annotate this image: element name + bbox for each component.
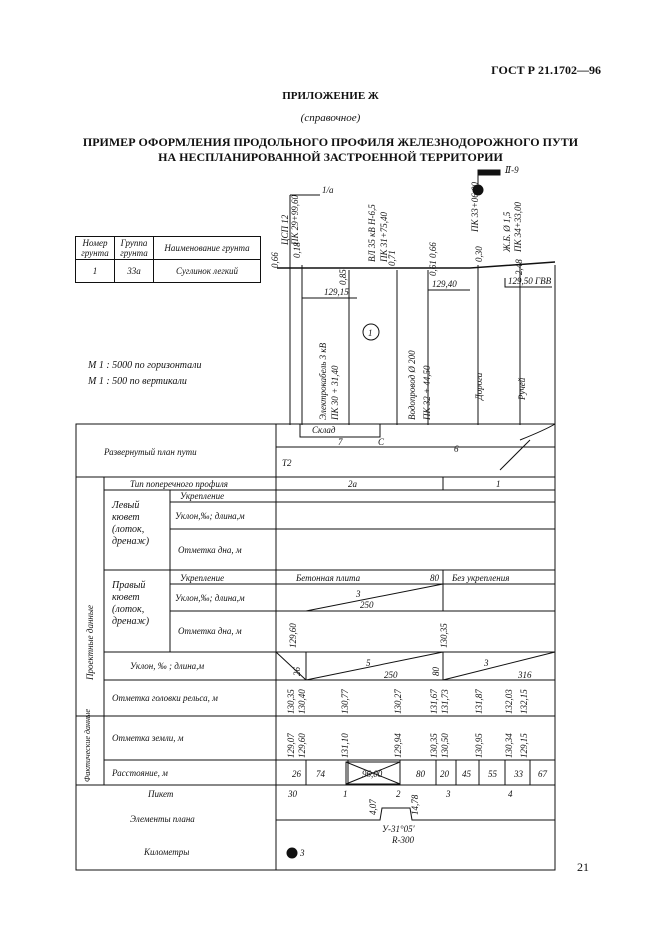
distance-value-6: 55 [488, 769, 497, 779]
distance-value-2: 96,00 [362, 769, 383, 779]
picket-label: Пикет [148, 789, 174, 799]
label-tsp12: ЦСП 12 [280, 214, 290, 245]
rail-value-6: 131,87 [474, 689, 484, 714]
rail-value-7: 132,03 [504, 689, 514, 714]
ground-label: Отметка земли, м [112, 733, 184, 743]
right-slope-label: Уклон,‰; длина,м [175, 593, 245, 603]
label-road: Дорога [474, 372, 484, 400]
mark-12950: 129,50 ГВВ [508, 276, 552, 286]
left-bottom-label: Отметка дна, м [178, 545, 242, 555]
distance-value-8: 67 [538, 769, 547, 779]
height-2: 0,18 [292, 242, 302, 258]
plan-6: 6 [454, 444, 459, 454]
slope-5: 5 [366, 658, 371, 668]
picket-value-3: 3 [446, 789, 451, 799]
soil-circle-label: 1 [368, 328, 373, 338]
right-bottom-1: 129,60 [288, 623, 298, 648]
label-zhb: Ж.Б. Ø 1,5 [502, 211, 512, 252]
group-design: Проектные данные [85, 605, 95, 680]
right-fort-concrete: Бетонная плита [296, 573, 361, 583]
plan-c: С [378, 437, 385, 447]
cross-profile-1: 1 [496, 479, 501, 489]
label-pk3433: ПК 34+33,00 [513, 201, 523, 252]
mark-12915: 129,15 [324, 287, 349, 297]
height-3: 0,71 [387, 250, 397, 266]
label-cable: Электрокабель 3 кВ [318, 342, 328, 420]
cross-profile-label: Тип поперечного профиля [130, 479, 228, 489]
distance-value-7: 33 [514, 769, 523, 779]
soil-header-name: Наименование грунта [154, 237, 261, 260]
rail-value-5: 131,73 [440, 689, 450, 714]
right-slope-length: 250 [360, 600, 374, 610]
left-slope-label: Уклон,‰; длина,м [175, 511, 245, 521]
group-actual: Фактические данные [83, 709, 92, 782]
height-4: 0,66 [428, 242, 438, 258]
soil-group: 33а [115, 260, 154, 283]
km-value: 3 [300, 848, 305, 858]
picket-value-2: 2 [396, 789, 401, 799]
rail-value-4: 131,67 [429, 689, 439, 714]
label-2b: Ⅱ-9 [505, 165, 519, 175]
appendix-label: ПРИЛОЖЕНИЕ Ж [282, 90, 379, 102]
reference-label: (справочное) [300, 112, 361, 124]
title-line-2: НА НЕСПЛАНИРОВАННОЙ ЗАСТРОЕННОЙ ТЕРРИТОРИИ [158, 150, 503, 164]
mark-12940: 129,40 [432, 279, 457, 289]
page-number: 21 [577, 860, 589, 874]
plan-radius: R-300 [392, 835, 414, 845]
picket-value-4: 4 [508, 789, 513, 799]
soil-name: Суглинок легкий [154, 260, 261, 283]
plan-1478: 14,78 [410, 794, 420, 815]
ground-value-5: 130,50 [440, 733, 450, 758]
label-stream: Ручей [517, 377, 527, 400]
label-vl35: ВЛ 35 кВ Н-6,5 [367, 204, 377, 262]
plan-angle: У-31°05′ [382, 824, 415, 834]
height-7: 2,48 [514, 259, 524, 275]
scale-vertical: М 1 : 500 по вертикали [88, 376, 187, 387]
left-fort-label: Укрепление [180, 491, 225, 501]
soil-number: 1 [76, 260, 115, 283]
label-pk2999: ПК 29+99,60 [290, 194, 300, 245]
ground-value-3: 129,94 [393, 733, 403, 758]
ground-value-6: 130,95 [474, 733, 484, 758]
km-label: Километры [144, 847, 190, 857]
plan-t2: Т2 [282, 458, 292, 468]
label-pk3244: ПК 32 + 44,50 [422, 365, 432, 420]
plan-elements-label: Элементы плана [130, 814, 195, 824]
slope-80: 80 [431, 667, 441, 676]
slope-label: Уклон, ‰ ; длина,м [130, 661, 205, 671]
distance-label: Расстояние, м [112, 768, 168, 778]
right-bottom-label: Отметка дна, м [178, 626, 242, 636]
height-6: 0,30 [474, 246, 484, 262]
soil-header-number: Номер грунта [76, 237, 115, 260]
soil-header-group: Группа грунта [115, 237, 154, 260]
slope-26: 26 [292, 667, 302, 676]
rail-value-0: 130,35 [286, 689, 296, 714]
distance-value-5: 45 [462, 769, 471, 779]
height-5: 0,61 [428, 260, 438, 276]
rail-value-2: 130,77 [340, 689, 350, 714]
ground-value-1: 129,60 [297, 733, 307, 758]
plan-7: 7 [338, 437, 343, 447]
rail-value-3: 130,27 [393, 689, 403, 714]
label-pk3306: ПК 33+06,00 [470, 181, 480, 232]
mark-085: 0,85 [338, 269, 348, 285]
right-fort-none: Без укрепления [452, 573, 510, 583]
height-1: 0,66 [270, 252, 280, 268]
slope-3: 3 [484, 658, 489, 668]
ground-value-8: 129,15 [519, 733, 529, 758]
label-1a: 1/а [322, 185, 334, 195]
label-pk3031: ПК 30 + 31,40 [330, 365, 340, 420]
ground-value-4: 130,35 [429, 733, 439, 758]
scale-horizontal: М 1 : 5000 по горизонтали [88, 360, 202, 371]
rail-label: Отметка головки рельса, м [112, 693, 218, 703]
distance-value-1: 74 [316, 769, 325, 779]
ground-value-2: 131,10 [340, 733, 350, 758]
slope-316: 316 [518, 670, 532, 680]
distance-value-0: 26 [292, 769, 301, 779]
right-ditch-label: Правый кювет (лоток, дренаж) [112, 580, 150, 627]
picket-value-0: 30 [288, 789, 297, 799]
plan-warehouse: Склад [312, 425, 336, 435]
right-bottom-2: 130,35 [439, 623, 449, 648]
distance-value-4: 20 [440, 769, 449, 779]
right-fort-label: Укрепление [180, 573, 225, 583]
plan-407: 4,07 [368, 799, 378, 815]
slope-250: 250 [384, 670, 398, 680]
ground-value-7: 130,34 [504, 733, 514, 758]
picket-value-1: 1 [343, 789, 348, 799]
standard-number: ГОСТ Р 21.1702—96 [491, 63, 601, 77]
label-water: Водопровод Ø 200 [407, 350, 417, 420]
plan-label: Развернутый план пути [104, 447, 197, 457]
left-ditch-label: Левый кювет (лоток, дренаж) [112, 500, 150, 547]
right-slope-value: 3 [356, 589, 361, 599]
cross-profile-2a: 2а [348, 479, 357, 489]
title-line-1: ПРИМЕР ОФОРМЛЕНИЯ ПРОДОЛЬНОГО ПРОФИЛЯ ЖЕЛЕЗНОДОРОЖНОГО ПУТИ [82, 135, 579, 149]
right-fort-80: 80 [430, 573, 439, 583]
rail-value-8: 132,15 [519, 689, 529, 714]
label-pk3175: ПК 31+75,40 [379, 211, 389, 262]
ground-value-0: 129,07 [286, 733, 296, 758]
rail-value-1: 130,40 [297, 689, 307, 714]
distance-value-3: 80 [416, 769, 425, 779]
